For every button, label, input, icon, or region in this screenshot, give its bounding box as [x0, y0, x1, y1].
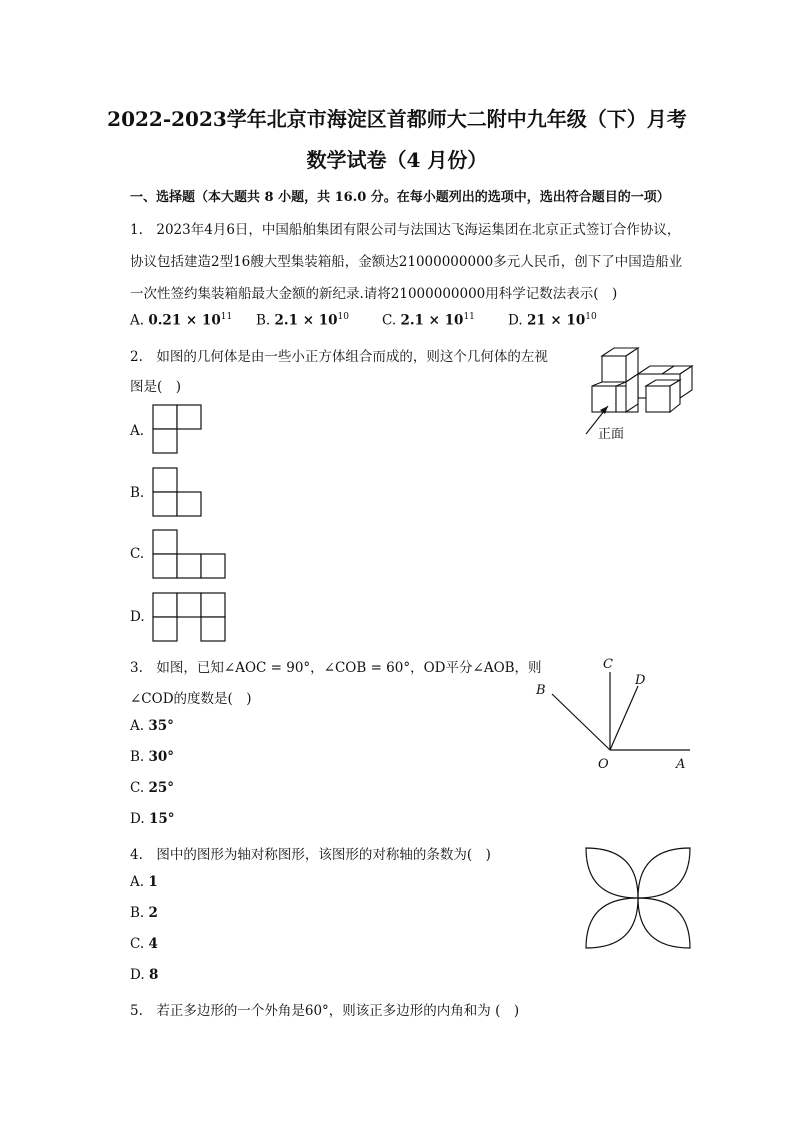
q3-option-a[interactable]	[130, 718, 174, 734]
label-c: C	[603, 657, 613, 672]
q2-option-a-figure	[152, 404, 204, 456]
option-base: 21 × 10	[526, 312, 586, 329]
option-letter: D.	[130, 811, 145, 827]
q2-option-b-letter[interactable]: B.	[130, 485, 145, 501]
option-value: 30°	[148, 749, 175, 765]
option-letter: A.	[130, 874, 145, 890]
option-exponent: 11	[220, 312, 233, 322]
q5-line1: 5. 若正多边形的一个外角是60°，则该正多边形的内角和为 ( )	[130, 1003, 520, 1019]
option-value: 25°	[148, 780, 174, 796]
option-exponent: 11	[463, 312, 475, 322]
option-value: 2	[148, 905, 158, 921]
q3-option-b[interactable]	[130, 749, 174, 765]
q1-option-d[interactable]	[508, 312, 597, 329]
option-letter: C.	[382, 312, 397, 329]
option-value: 8	[148, 967, 159, 983]
q1-option-a[interactable]	[130, 312, 232, 329]
ray-ob	[552, 694, 610, 750]
option-letter: B.	[130, 749, 145, 765]
option-letter: D.	[508, 312, 523, 329]
q2-line1: 2. 如图的几何体是由一些小正方体组合而成的，则这个几何体的左视	[130, 349, 548, 365]
q2-line2: 图是( )	[130, 379, 182, 395]
option-letter: C.	[130, 780, 145, 796]
option-base: 2.1 × 10	[400, 312, 464, 329]
q3-option-d[interactable]	[130, 811, 174, 827]
q1-option-b[interactable]	[256, 312, 349, 329]
petal-lower-right	[638, 898, 690, 948]
q4-line1: 4. 图中的图形为轴对称图形，该图形的对称轴的条数为( )	[130, 847, 491, 863]
q2-option-c-letter[interactable]: C.	[130, 546, 145, 562]
petal-lower-left	[586, 898, 638, 948]
label-d: D	[635, 673, 646, 688]
option-value: 35°	[148, 718, 174, 734]
option-value: 4	[148, 936, 158, 952]
option-letter: A.	[130, 718, 145, 734]
option-exponent: 10	[337, 312, 349, 322]
option-letter: C.	[130, 936, 145, 952]
q2-front-label: 正面	[598, 427, 625, 442]
paper-title-line1: 2022-2023学年北京市海淀区首都师大二附中九年级（下）月考	[107, 107, 687, 131]
q4-option-d[interactable]	[130, 967, 158, 983]
q4-option-b[interactable]	[130, 905, 158, 921]
q1-line3: 一次性签约集装箱船最大金额的新纪录.请将21000000000用科学记数法表示( )	[130, 286, 618, 302]
option-letter: A.	[130, 312, 145, 329]
option-letter: D.	[130, 967, 145, 983]
label-a: A	[676, 757, 686, 772]
option-letter: B.	[256, 312, 271, 329]
ray-od	[610, 686, 638, 750]
q2-option-c-figure	[152, 529, 228, 581]
q2-option-d-letter[interactable]: D.	[130, 609, 145, 625]
q1-option-c[interactable]	[382, 312, 475, 329]
petal-upper-right	[638, 848, 690, 898]
option-letter: B.	[130, 905, 145, 921]
option-exponent: 10	[585, 312, 597, 322]
q3-line1: 3. 如图，已知∠AOC = 90°，∠COB = 60°，OD平分∠AOB，则	[130, 660, 542, 676]
petal-upper-left	[586, 848, 638, 898]
q1-line2: 协议包括建造2型16艘大型集装箱船，金额达21000000000多元人民币，创下了中国造船业	[130, 254, 683, 270]
label-o: O	[598, 757, 609, 772]
option-value: 15°	[148, 811, 175, 827]
section-heading: 一、选择题（本大题共 8 小题，共 16.0 分。在每小题列出的选项中，选出符合题目的一项）	[130, 190, 670, 205]
q4-petal-figure	[582, 842, 694, 954]
q2-option-d-figure	[152, 592, 228, 644]
q2-option-a-letter[interactable]: A.	[130, 423, 145, 439]
option-value: 1	[148, 874, 158, 890]
q3-angle-figure	[530, 652, 700, 774]
q3-line2: ∠COD的度数是( )	[130, 691, 252, 707]
q4-option-c[interactable]	[130, 936, 158, 952]
q2-option-b-figure	[152, 467, 204, 519]
option-base: 2.1 × 10	[274, 312, 338, 329]
q3-option-c[interactable]	[130, 780, 174, 796]
q1-line1: 1. 2023年4月6日，中国船舶集团有限公司与法国达飞海运集团在北京正式签订合作协议，	[130, 222, 681, 238]
paper-title-line2: 数学试卷（4 月份）	[306, 148, 488, 172]
option-base: 0.21 × 10	[148, 312, 221, 329]
label-b: B	[536, 683, 546, 698]
q4-option-a[interactable]	[130, 874, 158, 890]
